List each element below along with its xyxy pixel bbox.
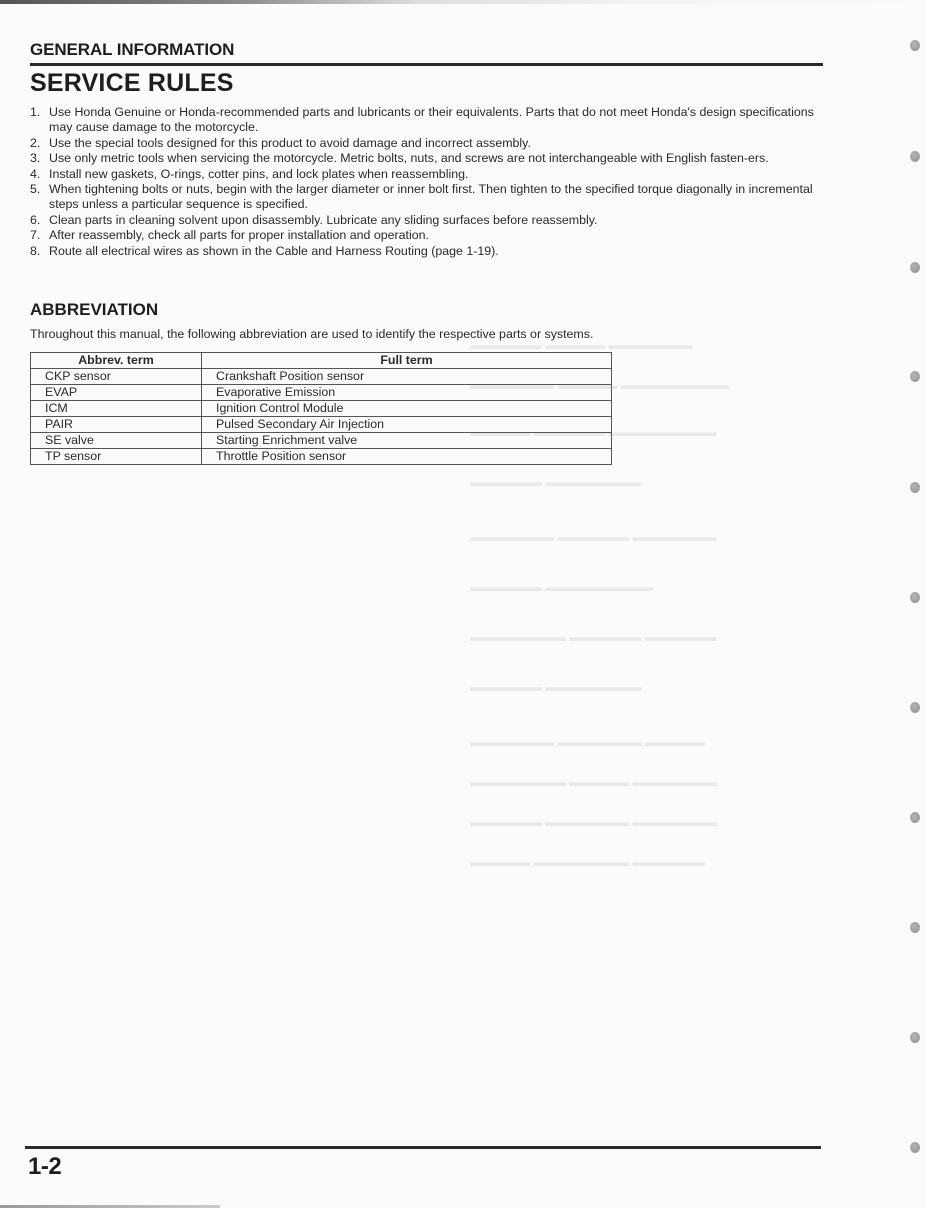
rule-number: 6. — [30, 212, 41, 227]
rule-text: After reassembly, check all parts for proper installation and operation. — [49, 228, 429, 243]
table-header-row — [31, 353, 612, 369]
punch-hole-icon — [910, 151, 920, 162]
section-label: GENERAL INFORMATION — [30, 40, 235, 59]
rule-item — [30, 244, 830, 259]
abbreviation-table — [30, 352, 612, 465]
abbrev-cell: TP sensor — [31, 449, 202, 465]
rule-text: Use the special tools designed for this product to avoid damage and incorrect assembly. — [49, 135, 531, 150]
service-rules-list — [30, 105, 830, 259]
punch-hole-icon — [910, 1032, 920, 1043]
rule-text: Install new gaskets, O-rings, cotter pins, and lock plates when reassembling. — [49, 166, 469, 181]
page-number: 1-2 — [28, 1153, 62, 1180]
table-row — [31, 369, 612, 385]
rule-item — [30, 105, 830, 136]
abbrev-cell: ICM — [31, 401, 202, 417]
rule-text: When tightening bolts or nuts, begin with the larger diameter or inner bolt first. Then tighten to the specified torque diagonally in incremental steps unless a particular sequence is specified. — [49, 182, 813, 212]
rule-number: 8. — [30, 243, 41, 258]
rule-item — [30, 167, 830, 182]
header-divider — [30, 63, 823, 66]
rule-item — [30, 136, 830, 151]
rule-text: Use only metric tools when servicing the motorcycle. Metric bolts, nuts, and screws are not interchangeable with English fasten-ers. — [49, 151, 769, 166]
column-header-full: Full term — [202, 353, 612, 369]
abbreviation-intro: Throughout this manual, the following abbreviation are used to identify the respective parts or systems. — [30, 327, 594, 341]
punch-hole-icon — [910, 922, 920, 933]
rule-item — [30, 182, 830, 213]
punch-hole-icon — [910, 592, 920, 603]
page-title: SERVICE RULES — [30, 69, 234, 97]
rule-number: 4. — [30, 166, 41, 181]
rule-text: Use Honda Genuine or Honda-recommended parts and lubricants or their equivalents. Parts that do not meet Honda's design specifications may cause damage to the motorcycle. — [49, 105, 814, 135]
full-term-cell: Ignition Control Module — [202, 401, 612, 417]
rule-text: Clean parts in cleaning solvent upon disassembly. Lubricate any sliding surfaces before reassembly. — [49, 212, 598, 227]
punch-hole-icon — [910, 1142, 920, 1153]
rule-number: 2. — [30, 135, 41, 150]
rule-number: 5. — [30, 182, 41, 197]
scan-top-edge — [0, 0, 926, 4]
rule-number: 1. — [30, 105, 41, 119]
abbrev-cell: SE valve — [31, 433, 202, 449]
full-term-cell: Evaporative Emission — [202, 385, 612, 401]
table-row — [31, 401, 612, 417]
full-term-cell: Crankshaft Position sensor — [202, 369, 612, 385]
punch-hole-icon — [910, 482, 920, 493]
rule-item — [30, 213, 830, 228]
rule-number: 3. — [30, 151, 41, 166]
punch-hole-icon — [910, 812, 920, 823]
full-term-cell: Starting Enrichment valve — [202, 433, 612, 449]
punch-hole-icon — [910, 702, 920, 713]
rule-item — [30, 151, 830, 166]
table-row — [31, 417, 612, 433]
table-row — [31, 433, 612, 449]
table-row — [31, 385, 612, 401]
abbrev-cell: CKP sensor — [31, 369, 202, 385]
rule-text: Route all electrical wires as shown in the Cable and Harness Routing (page 1-19). — [49, 243, 499, 258]
abbreviation-heading: ABBREVIATION — [30, 300, 159, 319]
punch-hole-icon — [910, 40, 920, 51]
punch-hole-icon — [910, 262, 920, 273]
abbrev-cell: EVAP — [31, 385, 202, 401]
rule-number: 7. — [30, 228, 41, 243]
table-row — [31, 449, 612, 465]
rule-item — [30, 228, 830, 243]
footer-divider — [25, 1146, 821, 1149]
full-term-cell: Pulsed Secondary Air Injection — [202, 417, 612, 433]
punch-hole-icon — [910, 371, 920, 382]
full-term-cell: Throttle Position sensor — [202, 449, 612, 465]
column-header-abbrev: Abbrev. term — [31, 353, 202, 369]
abbrev-cell: PAIR — [31, 417, 202, 433]
